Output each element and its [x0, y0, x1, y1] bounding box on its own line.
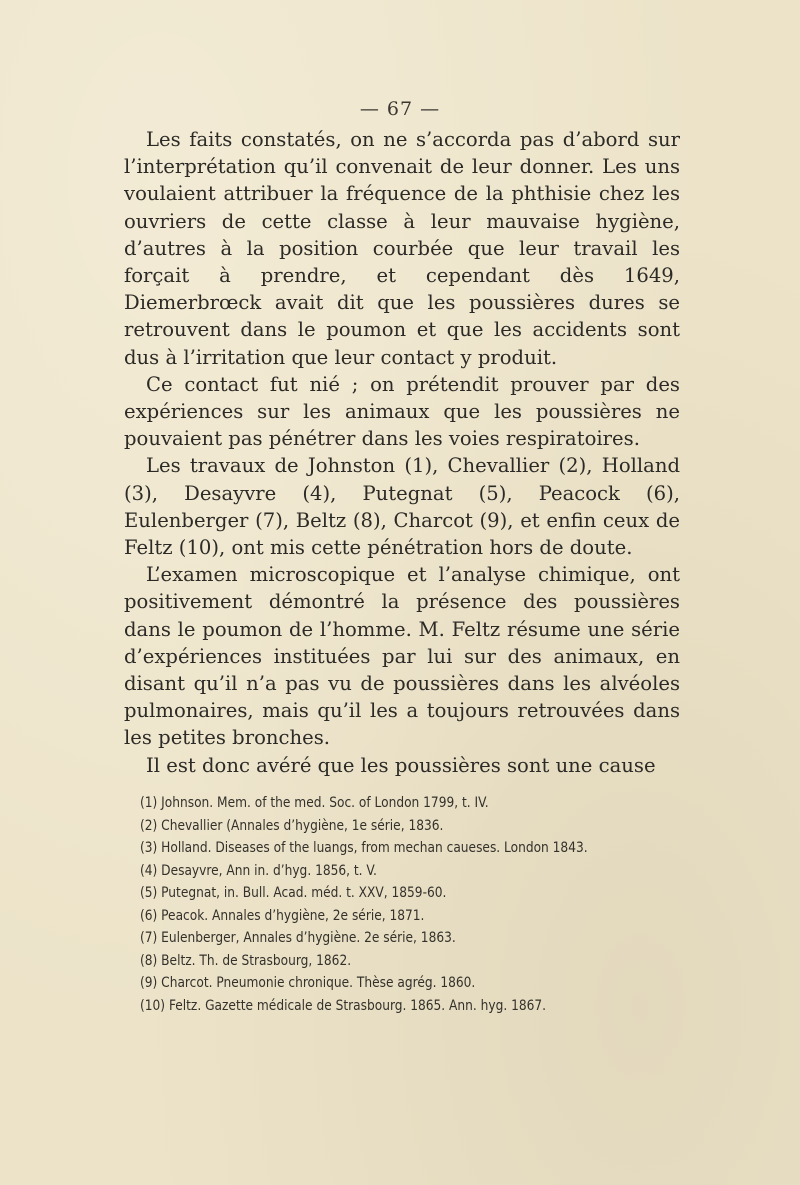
paragraph: Il est donc avéré que les poussières sont une cause: [146, 753, 656, 777]
footnote: (8) Beltz. Th. de Strasbourg, 1862.: [140, 951, 352, 969]
paragraph: L’examen microscopique et l’analyse chimique, ont positivement démontré la présence des poussières dans le poumon de l’homme. M. Feltz résume une série d’expériences instituées par lui sur des animaux, en disant qu’il n’a pas vu de poussières dans les alvéoles pulmonaires, mais qu’il les a toujours retrouvées dans les petites bronches.: [124, 563, 680, 750]
paragraph: Ce contact fut nié ; on prétendit prouver par des expériences sur les animaux que les poussières ne pouvaient pas pénétrer dans les voies respiratoires.: [124, 372, 680, 451]
footnote: (5) Putegnat, in. Bull. Acad. méd. t. XXV, 1859-60.: [140, 884, 447, 901]
footnote: (4) Desayvre, Ann in. d’hyg. 1856, t. V.: [140, 861, 377, 879]
footnote: (3) Holland. Diseases of the luangs, from mechan caueses. London 1843.: [140, 839, 588, 856]
footnote: (10) Feltz. Gazette médicale de Strasbourg. 1865. Ann. hyg. 1867.: [140, 996, 547, 1014]
footnote: (9) Charcot. Pneumonie chronique. Thèse agrég. 1860.: [140, 974, 476, 991]
footnote: (6) Peacok. Annales d’hygiène, 2e série, 1871.: [140, 906, 425, 924]
footnote: (1) Johnson. Mem. of the med. Soc. of London 1799, t. IV.: [140, 794, 489, 811]
footnotes: [140, 792, 642, 1017]
paragraph: Les faits constatés, on ne s’accorda pas d’abord sur l’interprétation qu’il convenait de leur donner. Les uns voulaient attribuer la fréquence de la phthisie chez les ouvriers de cette classe à leur mauvaise hygiène, d’autres à la position courbée que leur travail les forçait à prendre, et cependant dès 1649, Diemerbrœck avait dit que les poussières dures se retrouvent dans le poumon et que les accidents sont dus à l’irritation que leur contact y produit.: [124, 128, 680, 369]
main-text: [124, 126, 680, 779]
paragraph: Les travaux de Johnston (1), Chevallier (2), Holland (3), Desayvre (4), Putegnat (5), Peacock (6), Eulenberger (7), Beltz (8), Charcot (9), et enfin ceux de Feltz (10), ont mis cette pénétration hors de doute.: [124, 454, 680, 560]
footnote: (2) Chevallier (Annales d’hygiène, 1e série, 1836.: [140, 816, 444, 834]
page-number: — 67 —: [359, 98, 441, 120]
footnote: (7) Eulenberger, Annales d’hygiène. 2e série, 1863.: [140, 929, 456, 946]
